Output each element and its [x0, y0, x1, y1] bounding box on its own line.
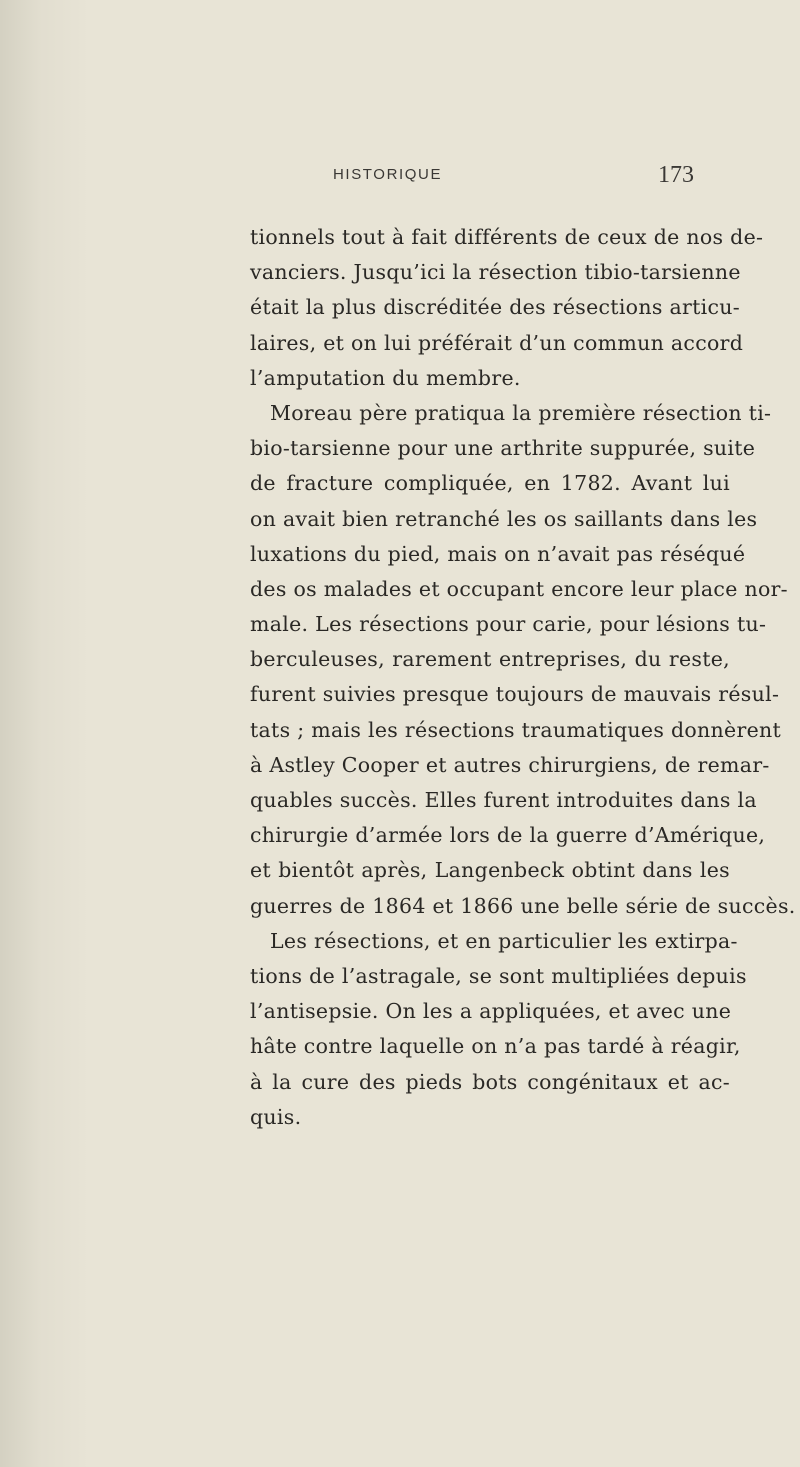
text-line: vanciers. Jusqu’ici la résection tibio-tarsienne	[250, 260, 741, 285]
text-line: bio-tarsienne pour une arthrite suppurée, suite	[250, 436, 756, 461]
running-head-title: HISTORIQUE	[333, 166, 443, 183]
text-line: male. Les résections pour carie, pour lésions tu-	[250, 612, 767, 637]
text-line: et bientôt après, Langenbeck obtint dans les	[250, 858, 730, 883]
text-line: quis.	[250, 1104, 302, 1129]
text-line: à la cure des pieds bots congénitaux et ac-	[250, 1069, 730, 1094]
text-line: chirurgie d’armée lors de la guerre d’Amérique,	[250, 823, 766, 848]
text-line: était la plus discréditée des résections articu-	[250, 295, 740, 320]
text-line: berculeuses, rarement entreprises, du reste,	[250, 647, 730, 672]
text-line: guerres de 1864 et 1866 une belle série de succès.	[250, 893, 796, 918]
text-line: tionnels tout à fait différents de ceux de nos de-	[250, 225, 764, 249]
text-line: à Astley Cooper et autres chirurgiens, de remar-	[250, 752, 770, 777]
text-line: Les résections, et en particulier les extirpa-	[270, 928, 738, 953]
text-line: furent suivies presque toujours de mauvais résul-	[250, 682, 780, 707]
text-line: luxations du pied, mais on n’avait pas réséqué	[250, 541, 746, 566]
text-line: de fracture compliquée, en 1782. Avant lui	[250, 471, 730, 496]
text-line: des os malades et occupant encore leur place nor-	[250, 576, 788, 601]
running-head	[0, 162, 800, 192]
text-line: on avait bien retranché les os saillants dans les	[250, 506, 758, 531]
text-line: tats ; mais les résections traumatiques donnèrent	[250, 717, 782, 742]
text-line: laires, et on lui préférait d’un commun accord	[250, 330, 744, 355]
text-line: hâte contre laquelle on n’a pas tardé à réagir,	[250, 1034, 741, 1059]
text-line: Moreau père pratiqua la première résection ti-	[270, 400, 772, 425]
text-line: quables succès. Elles furent introduites dans la	[250, 788, 757, 812]
body-text	[250, 220, 796, 1135]
text-line: l’amputation du membre.	[250, 365, 521, 390]
text-line: tions de l’astragale, se sont multipliées depuis	[250, 963, 747, 988]
text-line: l’antisepsie. On les a appliquées, et avec une	[250, 999, 732, 1024]
page-number: 173	[658, 162, 694, 188]
